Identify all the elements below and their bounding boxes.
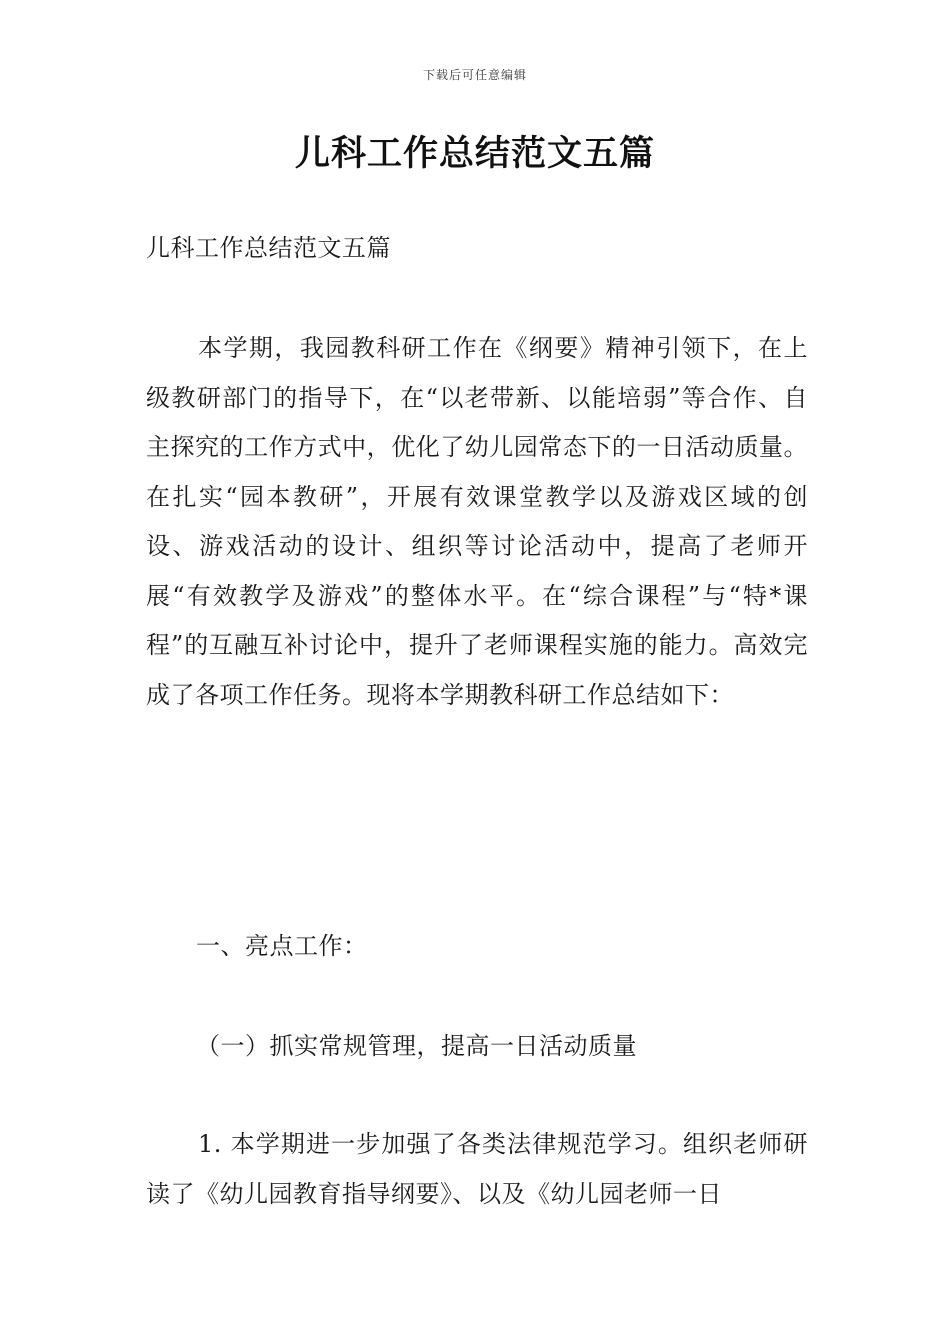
document-subtitle: 儿科工作总结范文五篇 (146, 234, 391, 262)
intro-section (146, 324, 808, 720)
header-note: 下载后可任意编辑 (422, 68, 527, 82)
document-title: 儿科工作总结范文五篇 (294, 134, 655, 174)
section-heading: 一、亮点工作： (196, 932, 368, 960)
item-1-paragraph: 1. 本学期进一步加强了各类法律规范学习。组织老师研读了《幼儿园教育指导纲要》、以及《幼儿园老师一日 (146, 1130, 808, 1208)
item-1-section (146, 1120, 808, 1219)
subsection-heading: （一）抓实常规管理，提高一日活动质量 (196, 1032, 637, 1060)
intro-paragraph: 本学期，我园教科研工作在《纲要》精神引领下，在上级教研部门的指导下，在“以老带新、以能培弱”等合作、自主探究的工作方式中，优化了幼儿园常态下的一日活动质量。在扎实“园本教研”，开展有效课堂教学以及游戏区域的创设、游戏活动的设计、组织等讨论活动中，提高了老师开展“有效教学及游戏”的整体水平。在“综合课程”与“特*课程”的互融互补讨论中，提升了老师课程实施的能力。高效完成了各项工作任务。现将本学期教科研工作总结如下： (146, 334, 808, 709)
